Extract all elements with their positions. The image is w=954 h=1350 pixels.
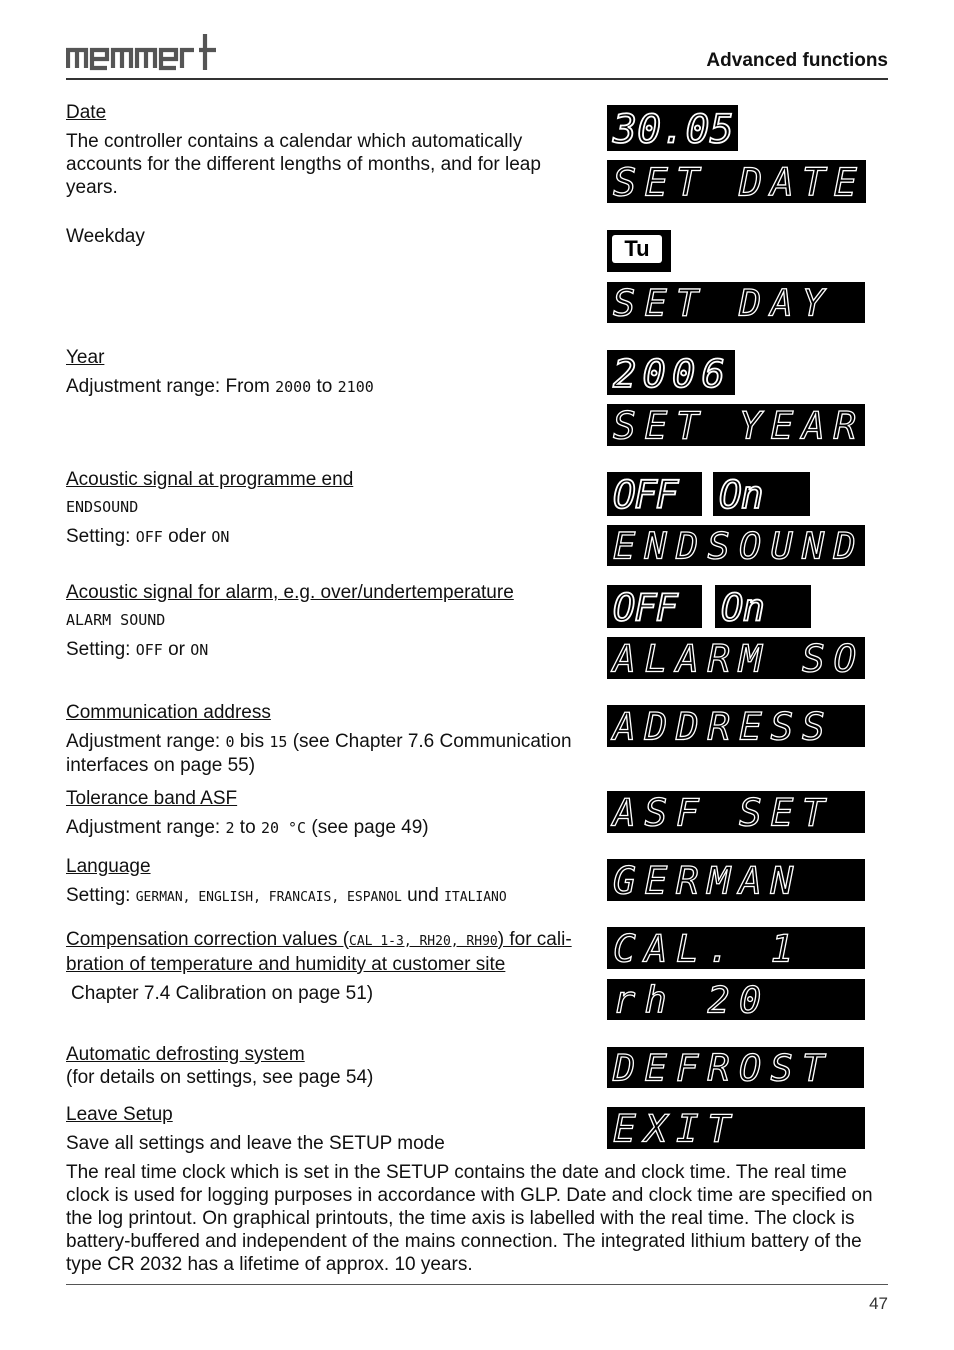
year-title: Year <box>66 347 105 368</box>
alarmsound-setting <box>66 638 596 662</box>
asf-section <box>66 787 596 840</box>
lcd-char: C <box>613 927 636 969</box>
lcd-endsound <box>607 525 865 566</box>
lcd-char: T <box>676 404 699 446</box>
lcd-char <box>708 160 731 203</box>
lcd-char: D <box>676 705 699 747</box>
lcd-text <box>611 791 827 833</box>
endsound-section <box>66 468 596 549</box>
lcd-date-value <box>607 105 738 151</box>
exit-text: Save all settings and leave the SETUP mode <box>66 1133 445 1154</box>
year-to-word: to <box>316 376 333 397</box>
lcd-alarm-on <box>715 585 811 628</box>
lcd-text <box>613 859 794 901</box>
lcd-defrost <box>607 1047 864 1088</box>
lcd-char: r <box>613 979 636 1020</box>
lcd-char: T <box>676 160 700 203</box>
lcd-char: F <box>634 473 658 516</box>
defrost-text: (for details on settings, see page 54) <box>66 1067 374 1088</box>
lcd-text <box>721 586 765 628</box>
rtc-paragraph: The real time clock which is set in the SETUP contains the date and clock time. The real time clock is used for logging purposes in accordance with GLP. Date and clock time are specified on the log printout. On graphical printouts, the time axis is labelled with the real time. The clock is battery-buffered and independent of the mains connection. The integrated lithium battery of the type CR 2032 has a lifetime of approx. 10 years. <box>66 1162 873 1275</box>
lcd-char: E <box>644 404 668 446</box>
lcd-german <box>607 859 865 901</box>
lcd-char: F <box>676 791 699 833</box>
lcd-char: O <box>613 586 636 628</box>
lcd-char: D <box>676 525 699 566</box>
year-text-prefix: Adjustment range: From <box>66 376 270 397</box>
lcd-char: S <box>802 705 825 747</box>
calibration-title-c: bration of temperature and humidity at customer site <box>66 954 506 975</box>
lcd-char: F <box>655 586 678 628</box>
lcd-char: U <box>770 525 793 566</box>
lcd-char: O <box>833 637 857 679</box>
lcd-text <box>613 404 856 446</box>
lcd-asf-set <box>607 791 865 833</box>
year-section <box>66 346 596 399</box>
lcd-text <box>613 282 827 323</box>
asf-to-word: to <box>239 817 256 838</box>
lcd-text <box>612 107 734 151</box>
lcd-rh20 <box>607 979 865 1020</box>
page-number: 47 <box>869 1294 888 1313</box>
weekday-badge <box>607 230 671 272</box>
address-title: Communication address <box>66 702 271 723</box>
lcd-char: M <box>739 637 762 679</box>
lcd-char: A <box>802 404 825 446</box>
lcd-char: D <box>644 705 668 747</box>
lcd-text <box>613 525 856 566</box>
lcd-char: R <box>707 705 731 747</box>
calibration-codes: CAL 1-3, RH20, RH90 <box>349 934 498 949</box>
exit-section <box>66 1103 596 1155</box>
endsound-title: Acoustic signal at programme end <box>66 469 354 490</box>
lcd-char: A <box>739 859 762 901</box>
asf-title: Tolerance band ASF <box>66 788 238 809</box>
lcd-text <box>613 927 793 969</box>
memmert-logo <box>66 30 216 72</box>
year-to: 2100 <box>337 378 374 396</box>
lcd-char: 6 <box>701 351 725 395</box>
lcd-char <box>708 791 731 833</box>
language-setting-prefix: Setting: <box>66 885 131 906</box>
lcd-char: D <box>833 525 856 566</box>
lcd-alarm-sound <box>607 637 865 679</box>
defrost-section <box>66 1043 596 1089</box>
lcd-text <box>613 586 679 628</box>
lcd-char: n <box>742 586 765 628</box>
lcd-char: S <box>770 1047 793 1088</box>
alarmsound-setting-prefix: Setting: <box>66 639 131 660</box>
lcd-text <box>611 637 856 679</box>
lcd-text <box>611 705 825 747</box>
lcd-char: S <box>613 404 636 446</box>
lcd-char: A <box>613 705 636 747</box>
lcd-char: S <box>613 160 637 203</box>
lcd-char: T <box>707 1107 731 1149</box>
lcd-set-year <box>607 404 865 446</box>
lcd-char: 0 <box>642 351 666 395</box>
asf-to: 20 °C <box>260 819 307 837</box>
language-section <box>66 855 606 909</box>
lcd-char: E <box>770 404 794 446</box>
lcd-char: 0 <box>637 106 662 151</box>
lcd-char: E <box>613 1107 636 1149</box>
lcd-char: E <box>770 791 794 833</box>
lcd-char: O <box>739 525 762 566</box>
lcd-char: E <box>644 282 667 323</box>
lcd-text <box>613 1107 733 1149</box>
endsound-connector: oder <box>168 526 207 547</box>
address-from: 0 <box>225 733 235 751</box>
endsound-setting-prefix: Setting: <box>66 526 131 547</box>
lcd-char: F <box>634 586 657 628</box>
lcd-text <box>613 473 680 516</box>
alarmsound-on: ON <box>190 641 209 659</box>
lcd-year-value <box>607 350 735 395</box>
language-und: und <box>407 885 439 906</box>
lcd-char: 0 <box>685 106 710 151</box>
lcd-char: A <box>613 637 636 679</box>
lcd-char: T <box>802 791 825 833</box>
lcd-char: 2 <box>707 979 730 1020</box>
address-bis: bis <box>239 731 265 752</box>
lcd-char: S <box>802 637 825 679</box>
lcd-text <box>612 1047 827 1088</box>
lcd-char: 0 <box>672 351 696 395</box>
lcd-exit <box>607 1107 865 1149</box>
endsound-on: ON <box>211 528 230 546</box>
date-text: The controller contains a calendar which automatically accounts for the different lengths of months, and for leap years. <box>66 131 541 198</box>
lcd-char: I <box>676 1107 699 1149</box>
lcd-address <box>607 705 865 747</box>
lcd-char: S <box>707 525 730 566</box>
lcd-text <box>613 352 725 395</box>
lcd-set-day <box>607 282 865 323</box>
calibration-title-a: Compensation correction values ( <box>66 929 350 950</box>
lcd-char: D <box>739 160 763 203</box>
lcd-char: D <box>739 282 762 323</box>
lcd-char: n <box>740 473 764 516</box>
lcd-char: A <box>770 282 793 323</box>
asf-text-suffix: (see page 49) <box>311 817 429 838</box>
lcd-char: F <box>655 473 679 516</box>
lcd-char: 2 <box>613 351 637 395</box>
lcd-char: E <box>613 525 636 566</box>
lcd-char: E <box>833 160 857 203</box>
lcd-char: 5 <box>709 106 734 151</box>
lcd-char: 1 <box>770 927 794 969</box>
lcd-char: R <box>707 637 731 679</box>
lcd-char: E <box>644 859 668 901</box>
lcd-char: R <box>707 1047 730 1088</box>
address-text <box>66 730 596 777</box>
lcd-char: O <box>739 1047 762 1088</box>
header-rule <box>66 78 888 80</box>
calibration-title <box>66 928 596 953</box>
lcd-char: S <box>644 791 668 833</box>
lcd-char: 3 <box>613 106 637 151</box>
lcd-text <box>613 160 858 203</box>
endsound-setting <box>66 525 596 549</box>
year-from: 2000 <box>275 378 312 396</box>
lcd-char: O <box>721 586 744 628</box>
alarmsound-connector: or <box>168 639 185 660</box>
lcd-char: E <box>644 1047 667 1088</box>
lcd-char: N <box>802 525 825 566</box>
language-setting <box>66 884 606 909</box>
lcd-char <box>708 282 730 323</box>
lcd-text <box>613 979 761 1020</box>
language-options: GERMAN, ENGLISH, FRANCAIS, ESPANOL <box>135 890 402 905</box>
address-text-suffix: (see Chapter 7.6 Communication interfaces on page 55) <box>66 731 572 776</box>
lcd-char: . <box>707 927 731 969</box>
date-section <box>66 101 596 199</box>
calibration-section <box>66 928 596 1005</box>
language-last: ITALIANO <box>444 890 507 905</box>
lcd-set-date <box>607 160 866 203</box>
address-section <box>66 701 596 777</box>
lcd-char: G <box>613 859 636 901</box>
lcd-char: N <box>770 859 794 901</box>
alarmsound-code: ALARM SOUND <box>66 611 166 629</box>
lcd-char: T <box>802 160 826 203</box>
section-title: Advanced functions <box>706 50 888 71</box>
lcd-char: N <box>644 525 667 566</box>
lcd-char: 0 <box>739 979 762 1020</box>
lcd-char: O <box>613 473 636 516</box>
address-to: 15 <box>269 733 288 751</box>
address-text-prefix: Adjustment range: <box>66 731 221 752</box>
lcd-char: . <box>661 106 686 151</box>
lcd-char <box>676 979 698 1020</box>
exit-title: Leave Setup <box>66 1104 173 1125</box>
lcd-char: E <box>644 160 668 203</box>
lcd-char: X <box>644 1107 668 1149</box>
weekday-title: Weekday <box>66 226 145 247</box>
lcd-char: L <box>644 637 668 679</box>
lcd-alarm-off <box>607 585 702 628</box>
alarmsound-section <box>66 581 596 662</box>
calibration-title-b: ) for cali- <box>497 929 572 950</box>
defrost-title: Automatic defrosting system <box>66 1044 305 1065</box>
asf-text-prefix: Adjustment range: <box>66 817 221 838</box>
lcd-char: A <box>613 791 636 833</box>
lcd-endsound-off <box>607 472 702 516</box>
year-text <box>66 375 596 399</box>
lcd-char <box>771 637 794 679</box>
lcd-char: E <box>739 705 762 747</box>
lcd-char: S <box>770 705 794 747</box>
lcd-char: A <box>676 637 699 679</box>
lcd-char: O <box>719 473 742 516</box>
asf-from: 2 <box>225 819 235 837</box>
lcd-char: L <box>676 927 699 969</box>
lcd-char: R <box>833 404 857 446</box>
lcd-char: F <box>676 1047 699 1088</box>
lcd-char: T <box>802 1047 825 1088</box>
lcd-char <box>739 927 762 969</box>
date-title: Date <box>66 102 107 123</box>
lcd-char: T <box>676 282 699 323</box>
language-title: Language <box>66 856 151 877</box>
lcd-char: S <box>613 282 636 323</box>
lcd-char: A <box>770 160 794 203</box>
asf-text <box>66 816 596 840</box>
calibration-ref: Chapter 7.4 Calibration on page 51) <box>71 983 374 1004</box>
weekday-badge-label: Tu <box>612 235 662 263</box>
lcd-char: S <box>739 791 762 833</box>
lcd-char <box>708 404 731 446</box>
lcd-char: R <box>676 859 699 901</box>
lcd-char: h <box>644 979 667 1020</box>
lcd-char: M <box>707 859 731 901</box>
lcd-char: Y <box>802 282 825 323</box>
lcd-cal1 <box>607 927 865 969</box>
lcd-char: Y <box>739 404 762 446</box>
lcd-text <box>719 473 764 516</box>
footer-rule <box>66 1284 888 1285</box>
lcd-char: A <box>644 927 668 969</box>
lcd-endsound-on <box>713 472 810 516</box>
lcd-char: D <box>613 1047 636 1088</box>
alarmsound-title: Acoustic signal for alarm, e.g. over/undertemperature <box>66 582 514 603</box>
alarmsound-off: OFF <box>135 641 163 659</box>
endsound-off: OFF <box>135 528 163 546</box>
endsound-code: ENDSOUND <box>66 498 139 516</box>
